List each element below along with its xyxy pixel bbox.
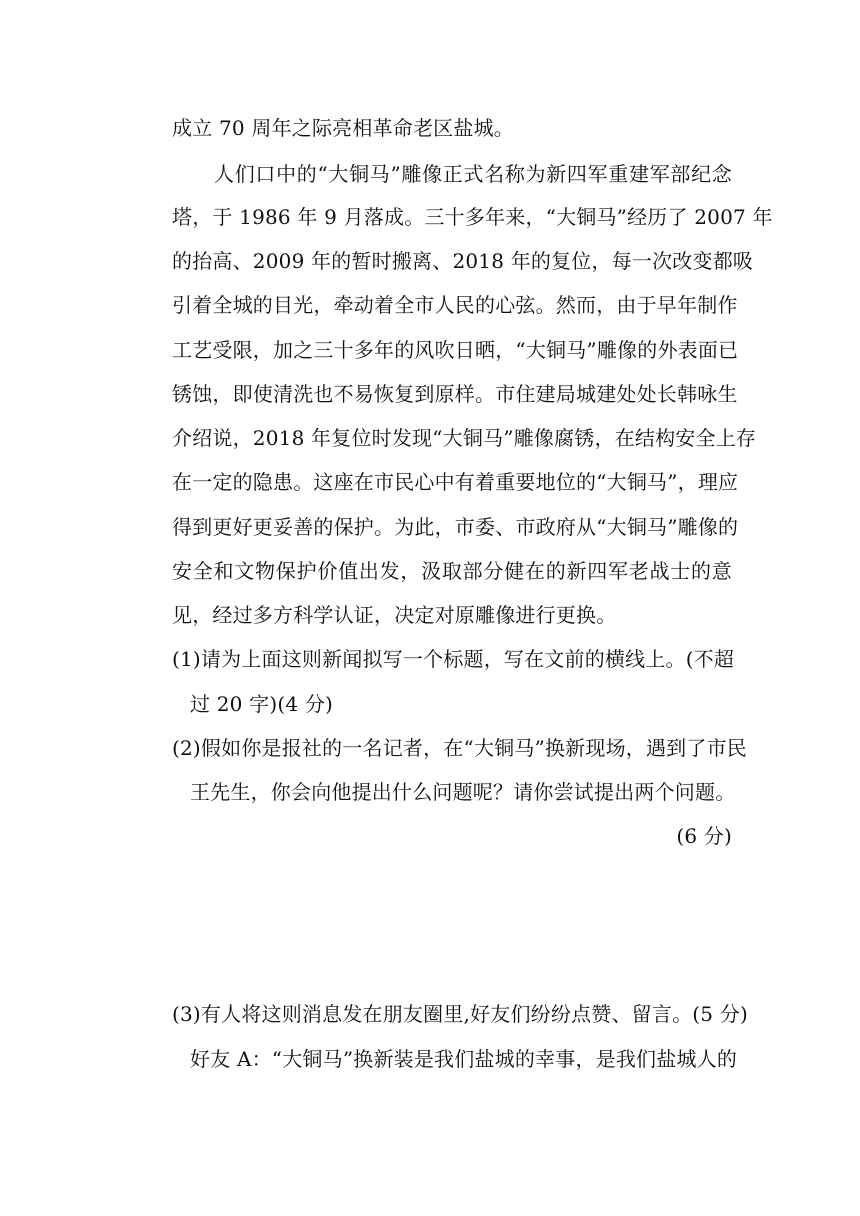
paragraph-line: 见，经过多方科学认证，决定对原雕像进行更换。 xyxy=(172,603,617,627)
paragraph-line: 介绍说，2018 年复位时发现“大铜马”雕像腐锈，在结构安全上存 xyxy=(172,426,757,450)
question-3: (3)有人将这则消息发在朋友圈里,好友们纷纷点赞、留言。(5 分) xyxy=(172,1002,748,1026)
paragraph-line: 引着全城的目光，牵动着全市人民的心弦。然而，由于早年制作 xyxy=(172,293,738,317)
question-3-continued: 好友 A：“大铜马”换新装是我们盐城的幸事，是我们盐城人的 xyxy=(190,1047,738,1071)
paragraph-line: 人们口中的“大铜马”雕像正式名称为新四军重建军部纪念 xyxy=(214,162,732,186)
paragraph-line: 在一定的隐患。这座在市民心中有着重要地位的“大铜马”，理应 xyxy=(172,470,739,494)
paragraph-line: 安全和文物保护价值出发，汲取部分健在的新四军老战士的意 xyxy=(172,559,732,583)
paragraph-line: 塔，于 1986 年 9 月落成。三十多年来，“大铜马”经历了 2007 年 xyxy=(172,205,773,229)
paragraph-line: 得到更好更妥善的保护。为此，市委、市政府从“大铜马”雕像的 xyxy=(172,515,739,539)
question-2-continued: 王先生，你会向他提出什么问题呢？请你尝试提出两个问题。 xyxy=(190,780,736,804)
paragraph-line: 的抬高、2009 年的暂时搬离、2018 年的复位，每一次改变都吸 xyxy=(172,249,754,273)
paragraph-line: 成立 70 周年之际亮相革命老区盐城。 xyxy=(172,116,514,140)
question-2-score: (6 分) xyxy=(676,824,732,848)
paragraph-line: 锈蚀，即使清洗也不易恢复到原样。市住建局城建处处长韩咏生 xyxy=(172,382,738,406)
question-2: (2)假如你是报社的一名记者，在“大铜马”换新现场，遇到了市民 xyxy=(172,736,747,760)
paragraph-line: 工艺受限，加之三十多年的风吹日晒，“大铜马”雕像的外表面已 xyxy=(172,338,739,362)
question-1: (1)请为上面这则新闻拟写一个标题，写在文前的横线上。(不超 xyxy=(172,647,735,671)
question-1-continued: 过 20 字)(4 分) xyxy=(190,692,334,716)
